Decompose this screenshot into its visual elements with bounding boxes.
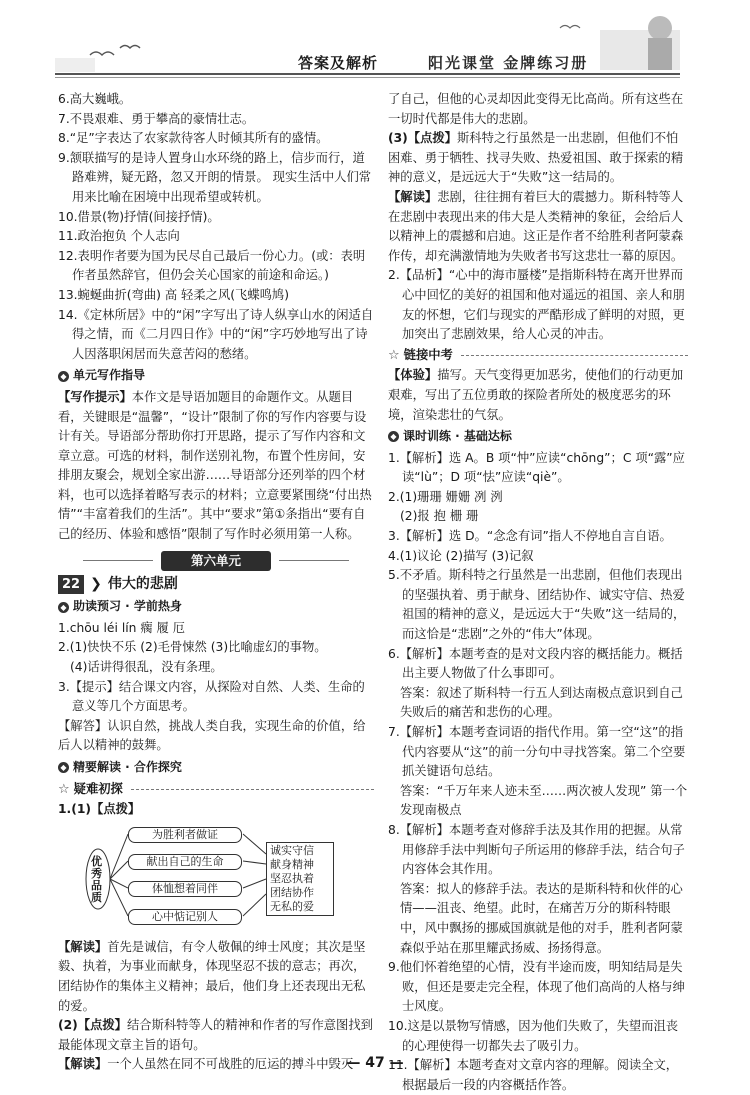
answer-item: 3.【解析】选 D。“念念有词”指人不停地自言自语。 [388, 529, 672, 544]
quality-label: 坚忍执着 [270, 871, 314, 885]
question-label: 1.(1)【点拨】 [58, 802, 141, 817]
section-bullet-icon: ◆ [58, 762, 69, 773]
section-heading-reading: ◆ 精要解读 · 合作探究 [58, 758, 374, 778]
chevron-right-icon: ❯ [90, 575, 102, 592]
question-3: (3)【点拨】斯科特之行虽然是一出悲剧，但他们不怕困难、勇于牺牲、找寻失败、热爱祖国、敢于探索的精神的意义，是远远大于“失败”这一结局的。 [388, 131, 684, 185]
header-rule-thin [55, 77, 680, 78]
header-title: 答案及解析 [298, 54, 379, 72]
continued-text: 了自己，但他的心灵却因此变得无比高尚。所有这些在一切时代都是伟大的悲剧。 [388, 92, 684, 126]
answer-item: 9.颔联描写的是诗人置身山水环绕的路上，信步而行，道路难辨，疑无路，忽又开朗的情景。 现实生活中人们常用来比喻在困境中出现希望或转机。 [58, 150, 372, 204]
answer-item: 答案：叙述了斯科特一行五人到达南极点意识到自己失败后的痛苦和悲伤的心理。 [400, 685, 683, 720]
interpretation: 【解读】悲剧，往往拥有着巨大的震撼力。斯科特等人在悲剧中表现出来的伟大是人类精神的象征，会给后人以精神上的震撼和启迪。这正是作者不给胜利者阿蒙森作传，却充满激情地为失败者书写这悲壮一幕的原因。 [388, 189, 684, 263]
diagram-box: 为胜利者做证 [128, 827, 242, 843]
answer-item: 8.“足”字表达了农家款待客人时倾其所有的盛情。 [58, 131, 329, 146]
answer-item: 11.【解析】本题考查对文章内容的理解。阅读全文，根据最后一段的内容概括作答。 [388, 1058, 679, 1092]
question-2: (2)【点拨】结合斯科特等人的精神和作者的写作意图找到最能体现文章主旨的语句。 [58, 1018, 373, 1052]
star-icon: ☆ [388, 347, 400, 363]
left-column [58, 90, 374, 1075]
diagram-right-list [266, 842, 334, 916]
diagram-center: 优秀品质 [91, 856, 105, 902]
experience: 【体验】描写。天气变得更加恶劣，使他们的行动更加艰难，写出了五位勇敢的探险者所处的极度恶劣的环境，渲染悲壮的气氛。 [388, 368, 684, 422]
answer-item: 12.表明作者要为国为民尽自己最后一份心力。(或：表明作者虽然辞官，但仍会关心国家的前途和命运。) [58, 248, 366, 283]
right-column [388, 90, 688, 1095]
answer-item: 10.借景(物)抒情(间接抒情)。 [58, 209, 220, 224]
diagram-box: 献出自己的生命 [128, 854, 242, 870]
answer-item: 7.不畏艰难、勇于攀高的豪情壮志。 [58, 111, 255, 126]
preview-item: 【解答】认识自然，挑战人类自我，实现生命的价值，给后人以精神的鼓舞。 [58, 718, 366, 753]
lesson-title: 22 ❯ 伟大的悲剧 [58, 575, 374, 595]
answer-item: 14.《定林所居》中的“闲”字写出了诗人纵享山水的闲适自得之情，而《二月四日作》中的“闲”字巧妙地写出了诗人因落职闲居而失意苦闷的愁绪。 [58, 307, 374, 361]
preview-item: 2.(1)快快不乐 (2)毛骨悚然 (3)比喻虚幻的事物。 [58, 640, 327, 655]
page-number: — 47 — [346, 1055, 404, 1071]
answer-item: 6.高大巍峨。 [58, 92, 132, 106]
answer-item: 11.政治抱负 个人志向 [58, 229, 180, 244]
interpretation: 【解读】一个人虽然在同不可战胜的厄运的搏斗中毁灭 [58, 1057, 354, 1072]
section-heading-practice: ◆ 课时训练 · 基础达标 [388, 427, 688, 447]
answer-item: 13.蜿蜒曲折(弯曲) 高 轻柔之风(飞蝶鸣鸠) [58, 287, 290, 302]
answer-item: 7.【解析】本题考查词语的指代作用。第一空“这”的指代内容要从“这”的前一分句中寻找答案。第二个空要抓关键语句总结。 [388, 725, 686, 779]
section-bullet-icon: ◆ [388, 431, 399, 442]
quality-diagram [58, 824, 374, 934]
answer-item: 答案：“千万年来人迹未至……两次被人发现” 第一个发现南极点 [400, 783, 688, 818]
answer-item: 4.(1)议论 (2)描写 (3)记叙 [388, 548, 534, 563]
answer-item: 2.【品析】“心中的海市蜃楼”是指斯科特在离开世界而心中回忆的美好的祖国和他对遥远的祖国、亲人和朋友的怀想，它们与现实的严酷形成了鲜明的对照，更加突出了悲剧效果，给人心灵的冲击。 [388, 268, 685, 342]
quality-label: 无私的爱 [270, 899, 314, 913]
preview-item: 3.【提示】结合课文内容，从探险对自然、人类、生命的意义等几个方面思考。 [58, 679, 365, 714]
section-heading-preview: ◆ 助读预习 · 学前热身 [58, 597, 374, 617]
preview-item: (4)话讲得很乱，没有条理。 [70, 660, 223, 675]
quality-label: 献身精神 [270, 857, 314, 871]
page-header [0, 0, 750, 82]
quality-label: 团结协作 [270, 885, 314, 899]
quality-label: 诚实守信 [270, 843, 314, 857]
answer-item: 6.【解析】本题考查的是对文段内容的概括能力。概括出主要人物做了什么事即可。 [388, 646, 683, 681]
answer-item: 2.(1)珊珊 姗姗 冽 洌 [388, 489, 503, 504]
section-bullet-icon: ◆ [58, 602, 69, 613]
answer-item: 8.【解析】本题考查对修辞手法及其作用的把握。从常用修辞手法中判断句子所运用的修辞手法，结合句子内容体会其作用。 [388, 822, 685, 877]
answer-item: 答案：拟人的修辞手法。表达的是斯科特和伙伴的心情——沮丧、绝望。此时，在痛苦万分的斯科特眼中，风中飘扬的挪威国旗就是他的对手，胜利者阿蒙森似乎站在那里耀武扬威、扬扬得意。 [400, 881, 683, 955]
diagram-box: 体恤想着同伴 [128, 881, 242, 897]
answer-item: 1.【解析】选 A。B 项“忡”应读“chōng”；C 项“露”应读“lù”；D 项“怯”应读“qiè”。 [388, 450, 685, 485]
interpretation: 【解读】首先是诚信，有令人敬佩的绅士风度；其次是坚毅、执着，为事业而献身，体现坚忍不拔的意志；再次，团结协作的集体主义精神；最后，他们身上还表现出无私的爱。 [58, 939, 366, 1013]
writing-tip: 【写作提示】本作文是导语加题目的命题作文。从题目看，关键眼是“温馨”，“设计”限制了你的写作内容要与设计有关。导语部分帮助你打开思路，提示了写作内容和文章立意。可选的材料，制作送别礼物，布置个性房间，安排朋友聚会，规划全家出游……导语部分还列举的四个材料，也可以选择着略写表示的材料；立意要紧围绕“付出热情”“丰富着我们的生活”。其中“要求”第①条指出“要有自己的经历、体验和感悟”限制了写作时必须用第一人称。 [58, 389, 372, 542]
section-heading-writing: ◆ 单元写作指导 [58, 366, 374, 386]
sub-heading: ☆ 疑难初探 [58, 780, 374, 800]
diagram-box: 心中惦记别人 [128, 909, 242, 925]
star-icon: ☆ [58, 781, 70, 797]
unit-banner: 第六单元 [161, 551, 271, 571]
answer-item: 9.他们怀着绝望的心情，没有半途而废，明知结局是失败，但还是要走完全程，体现了他们高尚的人格与绅士风度。 [388, 960, 685, 1014]
answer-item: 10.这是以景物写情感，因为他们失败了，失望而沮丧的心理使得一切都失去了吸引力。 [388, 1018, 679, 1053]
header-book-title: 阳光课堂 金牌练习册 [428, 54, 589, 72]
section-bullet-icon: ◆ [58, 371, 69, 382]
sub-heading: ☆ 链接中考 [388, 346, 688, 366]
preview-item: 1.chōu léi lín 瘸 履 厄 [58, 620, 186, 635]
header-rule [55, 73, 680, 75]
answer-item: 5.不矛盾。斯科特之行虽然是一出悲剧，但他们表现出的坚强执着、勇于献身、团结协作、诚实守信、热爱祖国的精神的意义，是远远大于“失败”这一结局的，而这恰是“悲剧”之外的“伟大”体现。 [388, 568, 686, 642]
answer-item: (2)报 抱 栅 珊 [400, 509, 479, 524]
